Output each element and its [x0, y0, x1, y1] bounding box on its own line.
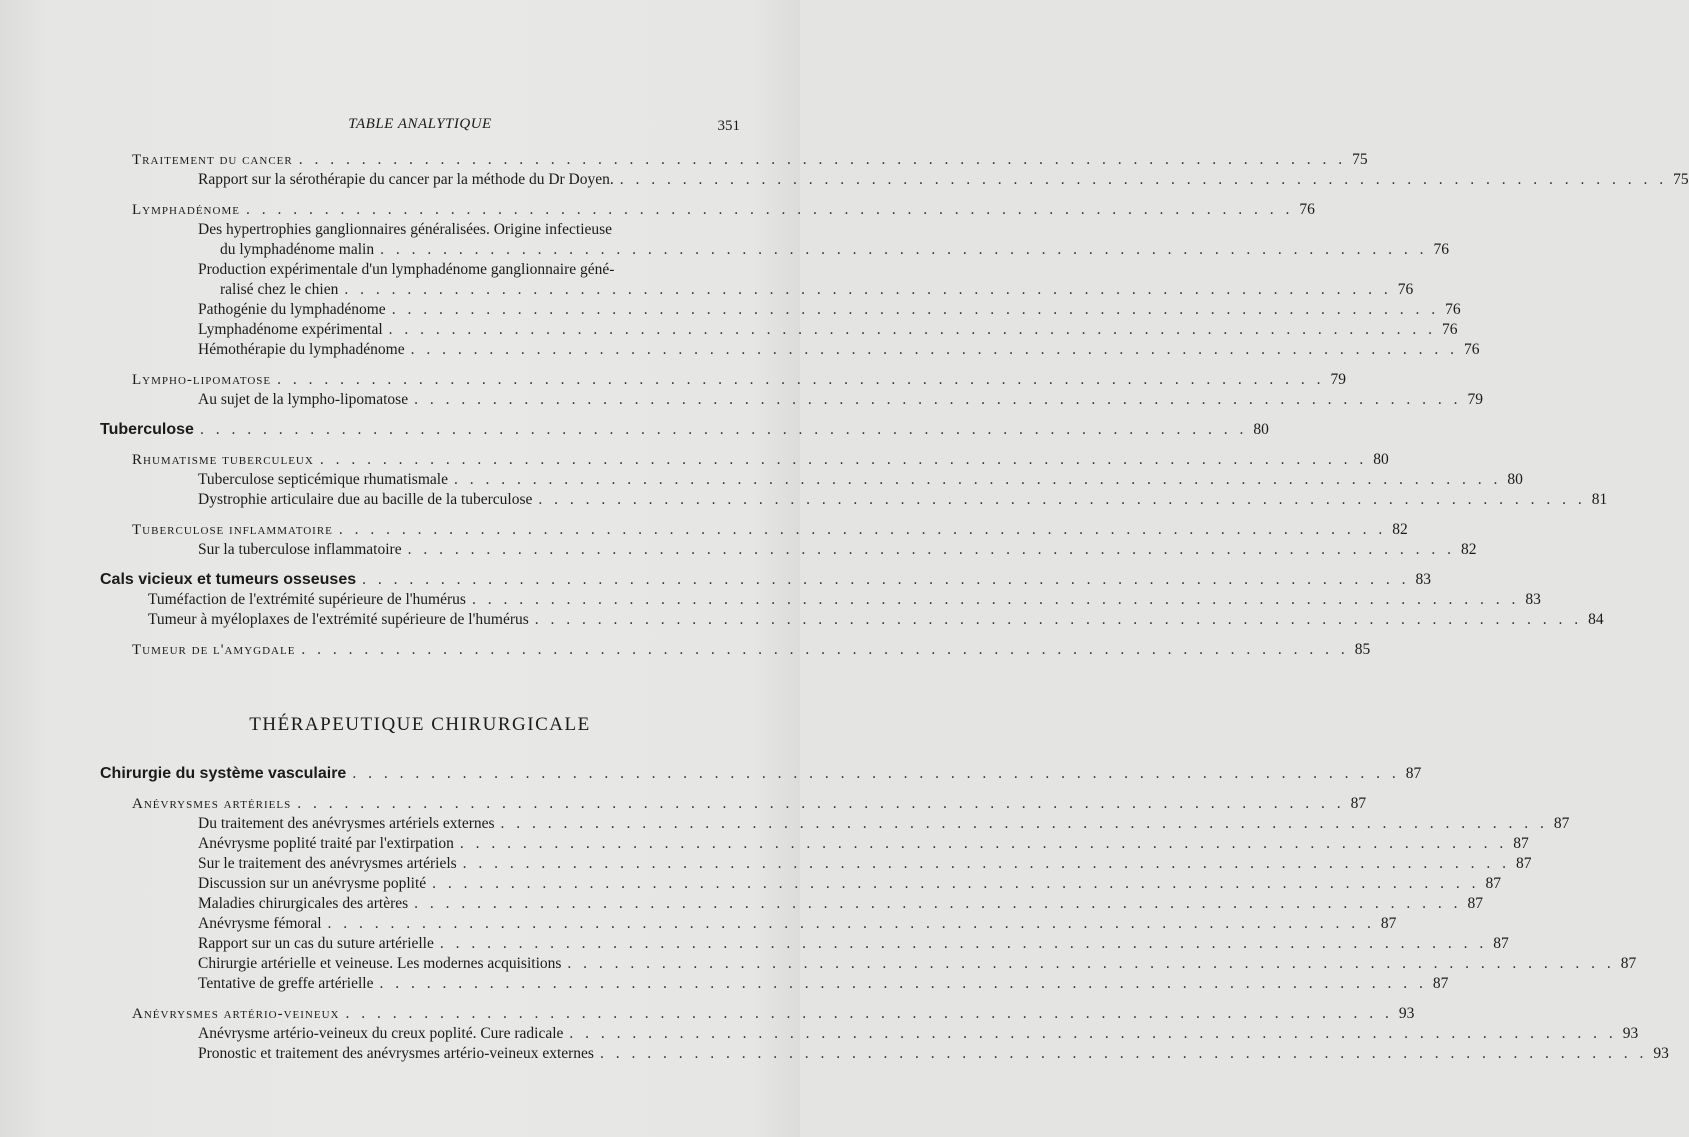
- dot-leader: . . . . . . . . . . . . . . . . . . . . . . . . . . . . . . . . . . . . . . . . . . . . . . . . . . . . . . . . . . . . . . . . . . .: [462, 855, 1511, 872]
- dot-leader: . . . . . . . . . . . . . . . . . . . . . . . . . . . . . . . . . . . . . . . . . . . . . . . . . . . . . . . . . . . . . . . . . . .: [327, 915, 1375, 932]
- toc-subsection-entry: [100, 794, 1367, 814]
- toc-entry-label-continued: du lymphadénome malin: [220, 241, 375, 258]
- dot-leader: . . . . . . . . . . . . . . . . . . . . . . . . . . . . . . . . . . . . . . . . . . . . . . . . . . . . . . . . . . . . . . . . . . .: [277, 371, 1325, 388]
- toc-entry-label: Tuberculose: [100, 421, 194, 438]
- toc-entry: [100, 390, 1483, 410]
- toc-entry-label: Discussion sur un anévrysme poplité: [198, 875, 427, 892]
- dot-leader: . . . . . . . . . . . . . . . . . . . . . . . . . . . . . . . . . . . . . . . . . . . . . . . . . . . . . . . . . . . . . . . . . . .: [439, 935, 1488, 952]
- dot-leader: . . . . . . . . . . . . . . . . . . . . . . . . . . . . . . . . . . . . . . . . . . . . . . . . . . . . . . . . . . . . . . . . . . .: [344, 281, 1392, 298]
- dot-leader: . . . . . . . . . . . . . . . . . . . . . . . . . . . . . . . . . . . . . . . . . . . . . . . . . . . . . . . . . . . . . . . . . . .: [199, 421, 1248, 438]
- dot-leader: . . . . . . . . . . . . . . . . . . . . . . . . . . . . . . . . . . . . . . . . . . . . . . . . . . . . . . . . . . . . . . . . . . .: [569, 1025, 1617, 1042]
- toc-section-entry: [100, 570, 1431, 590]
- toc-entry-label: Tuberculose septicémique rhumatismale: [198, 471, 448, 488]
- dot-leader: . . . . . . . . . . . . . . . . . . . . . . . . . . . . . . . . . . . . . . . . . . . . . . . . . . . . . . . . . . . . . . . . . . .: [298, 151, 1347, 168]
- toc-page-number: 79: [1467, 391, 1483, 408]
- toc-page-number: 79: [1330, 371, 1347, 388]
- toc-entry-label: Sur la tuberculose inflammatoire: [198, 541, 402, 558]
- entry-gap: [100, 360, 740, 370]
- toc-entry: [100, 854, 1532, 874]
- toc-entry: [100, 894, 1484, 914]
- toc-page-number: 81: [1591, 491, 1608, 508]
- toc-page-number: 93: [1653, 1045, 1669, 1062]
- toc-entry-label: Pathogénie du lymphadénome: [198, 301, 386, 318]
- toc-entry: [100, 490, 1608, 510]
- toc-entry-label: Anévrysmes artériels: [132, 796, 292, 812]
- toc-entry: [100, 320, 1458, 340]
- toc-subsection-entry: [100, 150, 1368, 170]
- entry-gap: [100, 440, 740, 450]
- toc-entry-label: Lympho-lipomatose: [132, 372, 272, 388]
- toc-entry: [100, 280, 1414, 300]
- dot-leader: . . . . . . . . . . . . . . . . . . . . . . . . . . . . . . . . . . . . . . . . . . . . . . . . . . . . . . . . . . . . . . . . . . .: [414, 895, 1462, 912]
- toc-entry: [100, 874, 1502, 894]
- toc-page-number: 93: [1622, 1025, 1639, 1042]
- toc-page-number: 76: [1442, 321, 1458, 338]
- dot-leader: . . . . . . . . . . . . . . . . . . . . . . . . . . . . . . . . . . . . . . . . . . . . . . . . . . . . . . . . . . . . . . . . . . .: [338, 521, 1387, 538]
- entry-gap: [100, 630, 740, 640]
- dot-leader: . . . . . . . . . . . . . . . . . . . . . . . . . . . . . . . . . . . . . . . . . . . . . . . . . . . . . . . . . . . . . . . . . . .: [379, 975, 1427, 992]
- toc-entry: [100, 1044, 1669, 1064]
- toc-page-number: 75: [1673, 171, 1689, 188]
- toc-page-number: 87: [1485, 875, 1502, 892]
- entry-gap: [100, 994, 740, 1004]
- entry-gap: [100, 410, 740, 420]
- toc-entry: [100, 470, 1523, 490]
- toc-page-number: 87: [1553, 815, 1570, 832]
- toc-entry: [100, 170, 1689, 190]
- toc-entry-label: Au sujet de la lympho-lipomatose: [198, 391, 409, 408]
- entry-gap: [100, 560, 740, 570]
- toc-subsection-entry: [100, 1004, 1415, 1024]
- dot-leader: . . . . . . . . . . . . . . . . . . . . . . . . . . . . . . . . . . . . . . . . . . . . . . . . . . . . . . . . . . . . . . . . . . .: [619, 171, 1668, 188]
- toc-entry-label: Anévrysmes artério-veineux: [132, 1006, 340, 1022]
- toc-page-number: 76: [1463, 341, 1480, 358]
- toc-subsection-entry: [100, 640, 1371, 660]
- toc-page-number: 83: [1415, 571, 1431, 588]
- toc-page-number: 76: [1433, 241, 1449, 258]
- toc-entry-label: Chirurgie du système vasculaire: [100, 765, 347, 782]
- toc-entry-label: Des hypertrophies ganglionnaires généralisées. Origine infectieuse: [198, 221, 613, 238]
- toc-list-pathology: [100, 150, 1689, 660]
- dot-leader: . . . . . . . . . . . . . . . . . . . . . . . . . . . . . . . . . . . . . . . . . . . . . . . . . . . . . . . . . . . . . . . . . . .: [352, 765, 1400, 782]
- dot-leader: . . . . . . . . . . . . . . . . . . . . . . . . . . . . . . . . . . . . . . . . . . . . . . . . . . . . . . . . . . . . . . . . . . .: [407, 541, 1455, 558]
- toc-entry-label: Traitement du cancer: [132, 152, 293, 168]
- toc-page-number: 85: [1354, 641, 1371, 658]
- toc-entry-label: Du traitement des anévrysmes artériels externes: [198, 815, 495, 832]
- toc-entry-label: Hémothérapie du lymphadénome: [198, 341, 405, 358]
- dot-leader: . . . . . . . . . . . . . . . . . . . . . . . . . . . . . . . . . . . . . . . . . . . . . . . . . . . . . . . . . . . . . . . . . . .: [301, 641, 1349, 658]
- dot-leader: . . . . . . . . . . . . . . . . . . . . . . . . . . . . . . . . . . . . . . . . . . . . . . . . . . . . . . . . . . . . . . . . . . .: [471, 591, 1520, 608]
- toc-entry-label: Anévrysme poplité traité par l'extirpation: [198, 835, 454, 852]
- toc-entry-first-line: [100, 220, 740, 240]
- toc-entry: [100, 974, 1449, 994]
- dot-leader: . . . . . . . . . . . . . . . . . . . . . . . . . . . . . . . . . . . . . . . . . . . . . . . . . . . . . . . . . . . . . . . . . . .: [500, 815, 1548, 832]
- toc-entry-label: Tuberculose inflammatoire: [132, 522, 333, 538]
- dot-leader: . . . . . . . . . . . . . . . . . . . . . . . . . . . . . . . . . . . . . . . . . . . . . . . . . . . . . . . . . . . . . . . . . . .: [245, 201, 1294, 218]
- toc-entry-label: Tumeur à myéloplaxes de l'extrémité supérieure de l'humérus: [148, 611, 529, 628]
- toc-page-number: 82: [1460, 541, 1477, 558]
- toc-page-number: 87: [1432, 975, 1449, 992]
- dot-leader: . . . . . . . . . . . . . . . . . . . . . . . . . . . . . . . . . . . . . . . . . . . . . . . . . . . . . . . . . . . . . . . . . . .: [453, 471, 1502, 488]
- running-title: TABLE ANALYTIQUE: [348, 116, 492, 132]
- dot-leader: . . . . . . . . . . . . . . . . . . . . . . . . . . . . . . . . . . . . . . . . . . . . . . . . . . . . . . . . . . . . . . . . . . .: [567, 955, 1615, 972]
- dot-leader: . . . . . . . . . . . . . . . . . . . . . . . . . . . . . . . . . . . . . . . . . . . . . . . . . . . . . . . . . . . . . . . . . . .: [534, 611, 1583, 628]
- table-of-contents: [100, 150, 1689, 1064]
- toc-entry-label: Anévrysme fémoral: [198, 915, 322, 932]
- toc-entry-label: Pronostic et traitement des anévrysmes artério-veineux externes: [198, 1045, 594, 1062]
- toc-page-number: 76: [1445, 301, 1461, 318]
- toc-page-number: 82: [1392, 521, 1408, 538]
- toc-list-surgery: [100, 764, 1669, 1064]
- dot-leader: . . . . . . . . . . . . . . . . . . . . . . . . . . . . . . . . . . . . . . . . . . . . . . . . . . . . . . . . . . . . . . . . . . .: [362, 571, 1410, 588]
- toc-section-entry: [100, 764, 1422, 784]
- toc-page-number: 87: [1380, 915, 1397, 932]
- dot-leader: . . . . . . . . . . . . . . . . . . . . . . . . . . . . . . . . . . . . . . . . . . . . . . . . . . . . . . . . . . . . . . . . . . .: [538, 491, 1586, 508]
- toc-entry-label: Lymphadénome expérimental: [198, 321, 383, 338]
- toc-entry: [100, 914, 1397, 934]
- toc-entry: [100, 814, 1570, 834]
- toc-entry-label: Rapport sur la sérothérapie du cancer par la méthode du Dr Doyen.: [198, 171, 614, 188]
- toc-entry: [100, 610, 1604, 630]
- toc-entry-label-continued: ralisé chez le chien: [220, 281, 339, 298]
- toc-entry: [100, 934, 1509, 954]
- toc-entry-label: Lymphadénome: [132, 202, 240, 218]
- toc-section-entry: [100, 420, 1269, 440]
- toc-page-number: 87: [1350, 795, 1367, 812]
- dot-leader: . . . . . . . . . . . . . . . . . . . . . . . . . . . . . . . . . . . . . . . . . . . . . . . . . . . . . . . . . . . . . . . . . . .: [388, 321, 1437, 338]
- toc-page-number: 87: [1516, 855, 1532, 872]
- toc-page-number: 93: [1398, 1005, 1415, 1022]
- toc-page-number: 80: [1253, 421, 1269, 438]
- dot-leader: . . . . . . . . . . . . . . . . . . . . . . . . . . . . . . . . . . . . . . . . . . . . . . . . . . . . . . . . . . . . . . . . . . .: [319, 451, 1368, 468]
- toc-entry-label: Tentative de greffe artérielle: [198, 975, 374, 992]
- dot-leader: . . . . . . . . . . . . . . . . . . . . . . . . . . . . . . . . . . . . . . . . . . . . . . . . . . . . . . . . . . . . . . . . . . .: [410, 341, 1458, 358]
- dot-leader: . . . . . . . . . . . . . . . . . . . . . . . . . . . . . . . . . . . . . . . . . . . . . . . . . . . . . . . . . . . . . . . . . . .: [391, 301, 1440, 318]
- toc-entry-label: Tumeur de l'amygdale: [132, 642, 296, 658]
- toc-subsection-entry: [100, 200, 1315, 220]
- toc-entry: [100, 590, 1541, 610]
- toc-entry-label: Tuméfaction de l'extrémité supérieure de l'humérus: [148, 591, 466, 608]
- toc-page-number: 87: [1467, 895, 1484, 912]
- toc-page-number: 76: [1299, 201, 1315, 218]
- toc-entry-label: Rapport sur un cas du suture artérielle: [198, 935, 434, 952]
- toc-entry: [100, 240, 1449, 260]
- dot-leader: . . . . . . . . . . . . . . . . . . . . . . . . . . . . . . . . . . . . . . . . . . . . . . . . . . . . . . . . . . . . . . . . . . .: [459, 835, 1508, 852]
- entry-gap: [100, 784, 740, 794]
- toc-entry-label: Sur le traitement des anévrysmes artériels: [198, 855, 457, 872]
- toc-entry-label: Dystrophie articulaire due au bacille de la tuberculose: [198, 491, 533, 508]
- toc-entry-label: Rhumatisme tuberculeux: [132, 452, 314, 468]
- toc-page-number: 84: [1588, 611, 1604, 628]
- page-header: [100, 116, 740, 138]
- toc-entry: [100, 340, 1480, 360]
- toc-subsection-entry: [100, 520, 1408, 540]
- toc-entry-first-line: [100, 260, 740, 280]
- dot-leader: . . . . . . . . . . . . . . . . . . . . . . . . . . . . . . . . . . . . . . . . . . . . . . . . . . . . . . . . . . . . . . . . . . .: [345, 1005, 1393, 1022]
- toc-page-number: 80: [1507, 471, 1523, 488]
- toc-page-number: 87: [1405, 765, 1422, 782]
- dot-leader: . . . . . . . . . . . . . . . . . . . . . . . . . . . . . . . . . . . . . . . . . . . . . . . . . . . . . . . . . . . . . . . . . . .: [414, 391, 1462, 408]
- toc-page-number: 83: [1525, 591, 1541, 608]
- toc-entry: [100, 1024, 1639, 1044]
- dot-leader: . . . . . . . . . . . . . . . . . . . . . . . . . . . . . . . . . . . . . . . . . . . . . . . . . . . . . . . . . . . . . . . . . . .: [599, 1045, 1648, 1062]
- toc-subsection-entry: [100, 370, 1347, 390]
- toc-page-number: 87: [1513, 835, 1529, 852]
- toc-entry: [100, 300, 1461, 320]
- toc-page-number: 87: [1620, 955, 1637, 972]
- section-heading: THÉRAPEUTIQUE CHIRURGICALE: [249, 714, 591, 735]
- dot-leader: . . . . . . . . . . . . . . . . . . . . . . . . . . . . . . . . . . . . . . . . . . . . . . . . . . . . . . . . . . . . . . . . . . .: [432, 875, 1480, 892]
- toc-page-number: 76: [1397, 281, 1414, 298]
- toc-entry-label: Cals vicieux et tumeurs osseuses: [100, 571, 357, 588]
- toc-page-number: 80: [1373, 451, 1389, 468]
- entry-gap: [100, 190, 740, 200]
- page-number: 351: [717, 118, 740, 134]
- toc-entry-label: Production expérimentale d'un lymphadénome ganglionnaire géné-: [198, 261, 615, 278]
- toc-subsection-entry: [100, 450, 1389, 470]
- toc-entry: [100, 954, 1637, 974]
- dot-leader: . . . . . . . . . . . . . . . . . . . . . . . . . . . . . . . . . . . . . . . . . . . . . . . . . . . . . . . . . . . . . . . . . . .: [380, 241, 1428, 258]
- toc-page-number: 75: [1352, 151, 1368, 168]
- entry-gap: [100, 510, 740, 520]
- dot-leader: . . . . . . . . . . . . . . . . . . . . . . . . . . . . . . . . . . . . . . . . . . . . . . . . . . . . . . . . . . . . . . . . . . .: [297, 795, 1345, 812]
- toc-entry: [100, 834, 1529, 854]
- toc-entry-label: Chirurgie artérielle et veineuse. Les modernes acquisitions: [198, 955, 562, 972]
- toc-entry-label: Maladies chirurgicales des artères: [198, 895, 409, 912]
- toc-entry-label: Anévrysme artério-veineux du creux poplité. Cure radicale: [198, 1025, 564, 1042]
- toc-entry: [100, 540, 1477, 560]
- toc-page-number: 87: [1493, 935, 1509, 952]
